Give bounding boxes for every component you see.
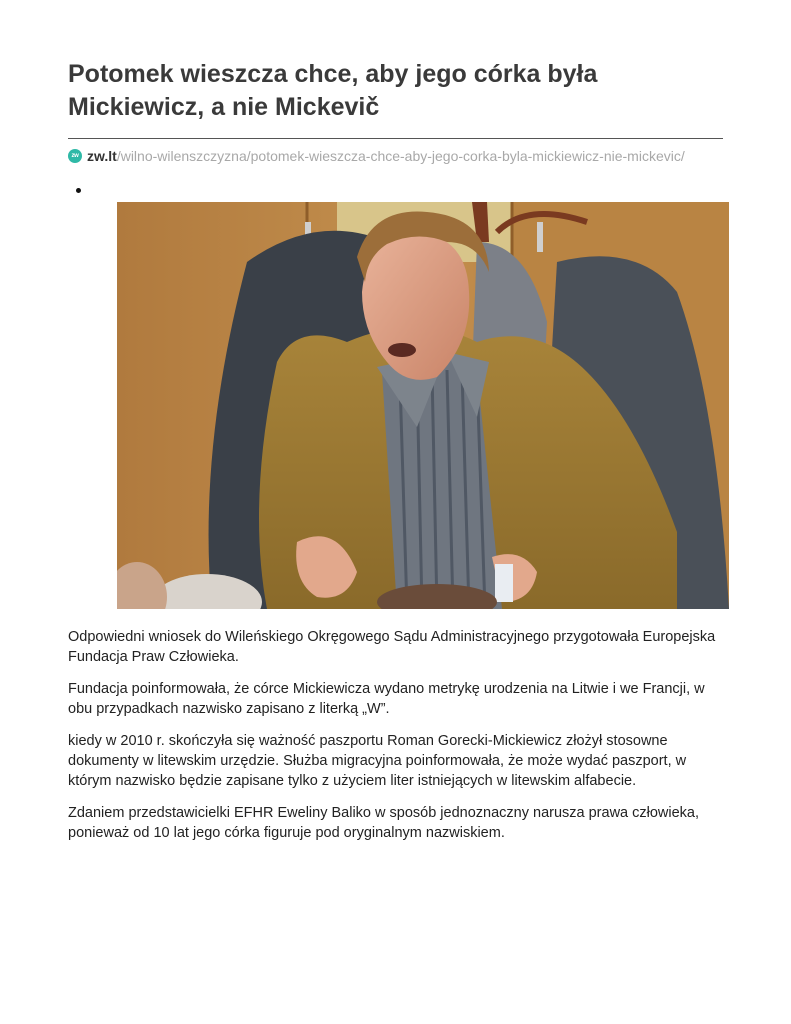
zw-logo-icon — [68, 149, 82, 163]
article-body — [68, 627, 728, 855]
page-title — [68, 58, 724, 124]
paragraph: Zdaniem przedstawicielki EFHR Eweliny Baliko w sposób jednoznaczny narusza prawa człowieka, ponieważ od 10 lat jego córka figuruje pod oryginalnym nazwiskiem. — [68, 805, 700, 841]
paragraph: Odpowiedni wniosek do Wileńskiego Okręgowego Sądu Administracyjnego przygotowała Europejska Fundacja Praw Człowieka. — [68, 629, 716, 665]
article-photo — [117, 202, 729, 609]
list-bullet — [76, 188, 81, 193]
paragraph: Fundacja poinformowała, że córce Mickiewicza wydano metrykę urodzenia na Litwie i we Francji, w obu przypadkach nazwisko zapisano z literką „W”. — [68, 681, 705, 717]
title-line-2: Mickiewicz, a nie Mickevič — [68, 93, 380, 121]
title-divider — [68, 138, 723, 139]
source-path[interactable]: /wilno-wilenszczyzna/potomek-wieszcza-chce-aby-jego-corka-byla-mickiewicz-nie-mickevic/ — [116, 148, 685, 164]
zw-logo-text: zw — [71, 153, 79, 159]
paragraph: kiedy w 2010 r. skończyła się ważność paszportu Roman Gorecki-Mickiewicz złożył stosowne dokumenty w litewskim urzędzie. Służba migracyjna poinformowała, że może wydać paszport, w którym nazwisko będzie zapisane tylko z użyciem liter istniejących w litewskim alfabecie. — [68, 733, 687, 789]
title-line-1: Potomek wieszcza chce, aby jego córka była — [68, 60, 598, 88]
source-domain[interactable]: zw.lt — [87, 148, 117, 164]
article-header — [68, 58, 724, 165]
source-link[interactable] — [68, 147, 724, 165]
